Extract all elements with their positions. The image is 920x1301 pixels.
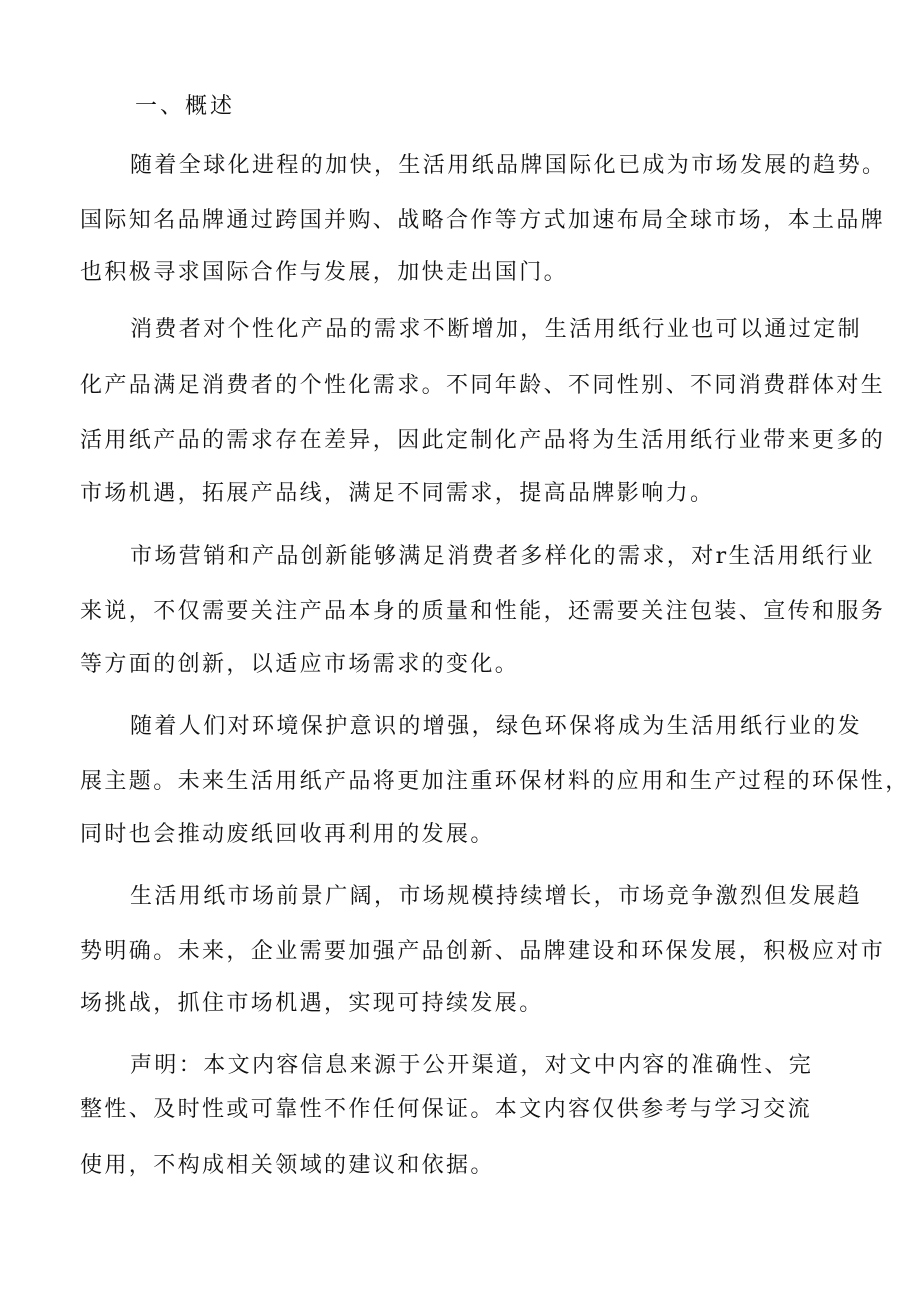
disclaimer-line: 整性、及时性或可靠性不作任何保证。本文内容仅供参考与学习交流: [80, 1097, 813, 1122]
disclaimer-line: 使用，不构成相关领域的建议和依据。: [80, 1153, 495, 1178]
paragraph-line: 展主题。未来生活用纸产品将更加注重环保材料的应用和生产过程的环保性，: [80, 769, 910, 794]
paragraph-line: 等方面的创新，以适应市场需求的变化。: [80, 652, 520, 677]
paragraph-line: 国际知名品牌通过跨国并购、战略合作等方式加速布局全球市场，本土品牌: [80, 208, 886, 233]
paragraph-line: 市场机遇，拓展产品线，满足不同需求，提高品牌影响力。: [80, 481, 715, 506]
paragraph-line: 势明确。未来，企业需要加强产品创新、品牌建设和环保发展，积极应对市: [80, 939, 886, 964]
paragraph-line: 市场营销和产品创新能够满足消费者多样化的需求，对r生活用纸行业: [130, 544, 875, 569]
paragraph-line: 场挑战，抓住市场机遇，实现可持续发展。: [80, 991, 544, 1016]
paragraph-line: 生活用纸市场前景广阔，市场规模持续增长，市场竞争激烈但发展趋: [130, 884, 863, 909]
paragraph-line: 同时也会推动废纸回收再利用的发展。: [80, 822, 495, 847]
paragraph-line: 随着人们对环境保护意识的增强，绿色环保将成为生活用纸行业的发: [130, 714, 863, 739]
paragraph-line: 化产品满足消费者的个性化需求。不同年龄、不同性别、不同消费群体对生: [80, 373, 886, 398]
paragraph-line: 活用纸产品的需求存在差异，因此定制化产品将为生活用纸行业带来更多的: [80, 428, 886, 453]
section-heading: 一、概述: [135, 94, 236, 119]
paragraph-line: 也积极寻求国际合作与发展，加快走出国门。: [80, 260, 569, 285]
paragraph-line: 消费者对个性化产品的需求不断增加，生活用纸行业也可以通过定制: [130, 317, 863, 342]
disclaimer-line: 声明：本文内容信息来源于公开渠道，对文中内容的准确性、完: [130, 1053, 814, 1078]
paragraph-line: 来说，不仅需要关注产品本身的质量和性能，还需要关注包装、宣传和服务: [80, 599, 886, 624]
paragraph-line: 随着全球化进程的加快，生活用纸品牌国际化已成为市场发展的趋势。: [130, 153, 887, 178]
